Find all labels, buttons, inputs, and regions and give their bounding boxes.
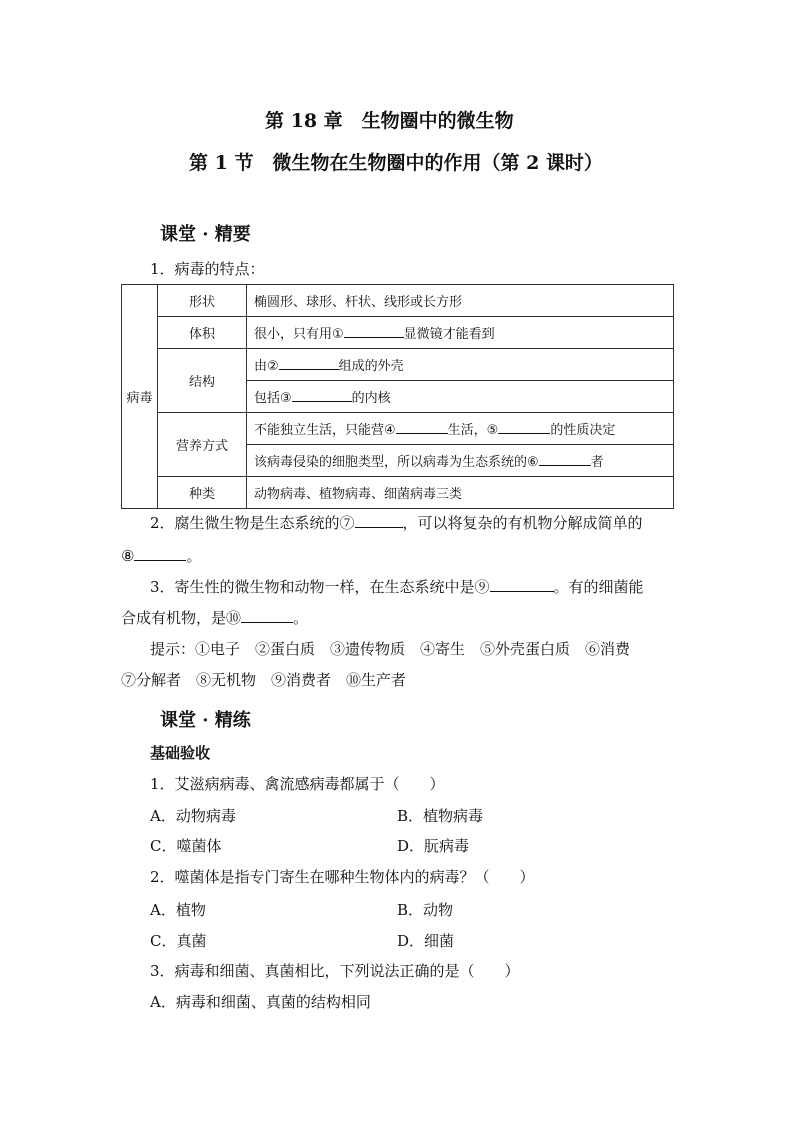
- question-3-line-2: [121, 607, 308, 628]
- question-text: 。有的细菌能: [553, 578, 644, 596]
- question-2-line-2: [121, 545, 201, 566]
- answer-blank-4[interactable]: [396, 422, 448, 434]
- mc-option[interactable]: C．真菌: [150, 932, 207, 950]
- table-row: [122, 477, 674, 509]
- mc-question-1-stem: 1．艾滋病病毒、禽流感病毒都属于（ ）: [150, 775, 445, 793]
- mc-question-2-stem: 2．噬菌体是指专门寄生在哪种生物体内的病毒？（ ）: [150, 868, 535, 886]
- content-cell: [247, 381, 674, 413]
- mc-option[interactable]: B．动物: [397, 901, 454, 919]
- question-text: 。: [293, 609, 309, 627]
- content-text: 该病毒侵染的细胞类型，所以病毒为生态系统的⑥: [254, 455, 539, 470]
- content-text: 者: [590, 455, 604, 470]
- attr-cell: 体积: [158, 317, 247, 349]
- content-cell: 椭圆形、球形、杆状、线形或长方形: [247, 285, 674, 317]
- attr-cell: 营养方式: [158, 413, 247, 477]
- content-text: 的性质决定: [550, 423, 616, 438]
- mc-option[interactable]: C．噬菌体: [150, 837, 222, 855]
- attr-cell: 结构: [158, 349, 247, 413]
- mc-option[interactable]: D．细菌: [397, 932, 455, 950]
- hint-line-2: ⑦分解者 ⑧无机物 ⑨消费者 ⑩生产者: [121, 671, 407, 689]
- subheading-basic: 基础验收: [150, 744, 211, 762]
- mc-option[interactable]: A．病毒和细菌、真菌的结构相同: [150, 993, 371, 1011]
- content-cell: [247, 445, 674, 477]
- question-text: 。: [186, 547, 202, 565]
- answer-blank-6[interactable]: [539, 454, 591, 466]
- virus-features-table: [121, 284, 674, 509]
- table-row: [122, 317, 674, 349]
- question-text: 3．寄生性的微生物和动物一样，在生态系统中是⑨: [150, 578, 490, 596]
- heading-essentials: 课堂 · 精要: [160, 224, 251, 245]
- content-text: 由②: [254, 359, 279, 374]
- content-cell: [247, 317, 674, 349]
- answer-blank-8[interactable]: [134, 549, 186, 561]
- content-text: 的内核: [351, 391, 391, 406]
- content-text: 包括③: [254, 391, 292, 406]
- question-1-label: 1．病毒的特点：: [150, 260, 265, 278]
- mc-option[interactable]: A．植物: [150, 901, 206, 919]
- question-text: ⑧: [121, 547, 135, 565]
- mc-option[interactable]: D．朊病毒: [397, 837, 470, 855]
- attr-cell: 形状: [158, 285, 247, 317]
- chapter-title: 第 18 章 生物圈中的微生物: [265, 110, 514, 132]
- content-text: 生活，⑤: [447, 423, 499, 438]
- answer-blank-5[interactable]: [498, 422, 550, 434]
- question-text: ，可以将复杂的有机物分解成简单的: [402, 514, 643, 532]
- content-text: 组成的外壳: [338, 359, 404, 374]
- answer-blank-2[interactable]: [279, 358, 339, 370]
- question-2-line-1: [150, 512, 643, 533]
- row-header-virus: 病毒: [122, 285, 158, 509]
- mc-option[interactable]: B．植物病毒: [397, 807, 484, 825]
- question-text: 2．腐生微生物是生态系统的⑦: [150, 514, 355, 532]
- answer-blank-7[interactable]: [355, 516, 403, 528]
- answer-blank-10[interactable]: [241, 611, 293, 623]
- mc-option[interactable]: A．动物病毒: [150, 807, 236, 825]
- question-text: 合成有机物，是⑩: [121, 609, 242, 627]
- content-text: 显微镜才能看到: [403, 327, 495, 342]
- content-cell: [247, 349, 674, 381]
- content-text: 很小，只有用①: [254, 327, 344, 342]
- content-cell: 动物病毒、植物病毒、细菌病毒三类: [247, 477, 674, 509]
- hint-line-1: 提示：①电子 ②蛋白质 ③遗传物质 ④寄生 ⑤外壳蛋白质 ⑥消费: [150, 640, 631, 658]
- table-row: [122, 413, 674, 445]
- content-text: 不能独立生活，只能营④: [254, 423, 396, 438]
- section-title: 第 1 节 微生物在生物圈中的作用（第 2 课时）: [189, 152, 603, 174]
- table-row: [122, 285, 674, 317]
- mc-question-3-stem: 3．病毒和细菌、真菌相比，下列说法正确的是（ ）: [150, 962, 520, 980]
- content-cell: [247, 413, 674, 445]
- answer-blank-9[interactable]: [490, 580, 554, 592]
- heading-practice: 课堂 · 精练: [160, 710, 251, 731]
- table-row: [122, 349, 674, 381]
- answer-blank-1[interactable]: [344, 326, 404, 338]
- answer-blank-3[interactable]: [292, 390, 352, 402]
- attr-cell: 种类: [158, 477, 247, 509]
- question-3-line-1: [150, 576, 644, 597]
